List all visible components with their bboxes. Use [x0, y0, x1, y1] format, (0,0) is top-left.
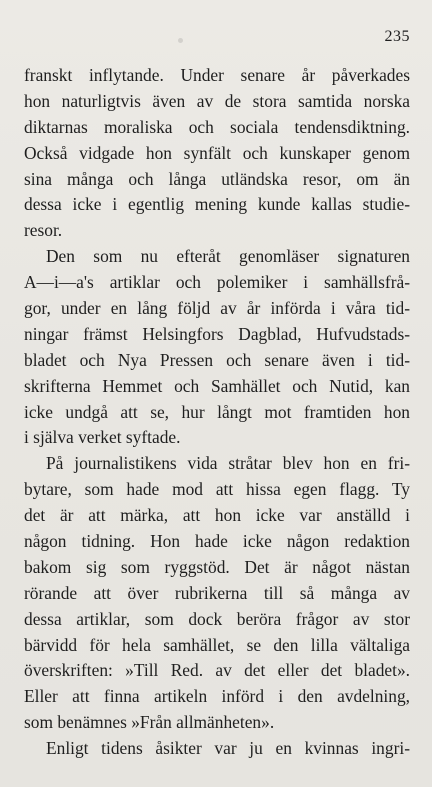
- text-line: dessa artiklar, som dock beröra frågor av stor: [24, 608, 410, 629]
- text-line: franskt inflytande. Under senare år påverkades: [24, 65, 410, 85]
- text-line: som benämnes »Från allmänheten».: [24, 712, 275, 733]
- text-line: På journalistikens vida stråtar blev hon en fri-: [46, 453, 410, 474]
- text-line: någon tidning. Hon hade icke någon redaktion: [24, 531, 410, 552]
- text-line: Också vidgade hon synfält och kunskaper genom: [24, 142, 410, 163]
- text-line: A—i—a's artiklar och polemiker i samhällsfrå-: [24, 272, 410, 293]
- text-line: bakom sig som ryggstöd. Det är något nästan: [24, 556, 410, 577]
- body-text: [24, 63, 410, 762]
- paper-spot: [178, 38, 183, 43]
- text-line: resor.: [24, 220, 63, 241]
- text-line: sina många och långa utländska resor, om än: [24, 168, 410, 189]
- text-line: icke undgå att se, hur långt mot framtiden hon: [24, 401, 410, 422]
- text-line: skrifterna Hemmet och Samhället och Nutid, kan: [24, 375, 410, 396]
- text-line: rörande att över rubrikerna till så många av: [24, 582, 410, 603]
- text-line: Eller att finna artikeln införd i den avdelning,: [24, 686, 410, 707]
- text-line: Den som nu efteråt genomläser signaturen: [46, 246, 410, 267]
- text-line: bladet och Nya Pressen och senare även i tid-: [24, 349, 410, 370]
- page-number: 235: [384, 28, 410, 45]
- text-line: bärvidd för hela samhället, se den lilla vältaliga: [24, 634, 410, 655]
- text-line: gor, under en lång följd av år införda i våra tid-: [24, 298, 410, 319]
- text-line: hon naturligtvis även av de stora samtida norska: [24, 90, 410, 111]
- text-line: bytare, som hade mod att hissa egen flagg. Ty: [24, 479, 410, 500]
- text-line: det är att märka, att hon icke var anställd i: [24, 505, 410, 526]
- text-line: ningar främst Helsingfors Dagblad, Hufvudstads-: [24, 323, 410, 344]
- text-line: i själva verket syftade.: [24, 427, 181, 448]
- text-line: dessa icke i egentlig mening kunde kallas studie-: [24, 194, 410, 215]
- text-line: överskriften: »Till Red. av det eller det bladet».: [24, 660, 410, 681]
- text-line: diktarnas moraliska och sociala tendensdiktning.: [24, 116, 410, 137]
- text-line: Enligt tidens åsikter var ju en kvinnas ingri-: [46, 738, 410, 759]
